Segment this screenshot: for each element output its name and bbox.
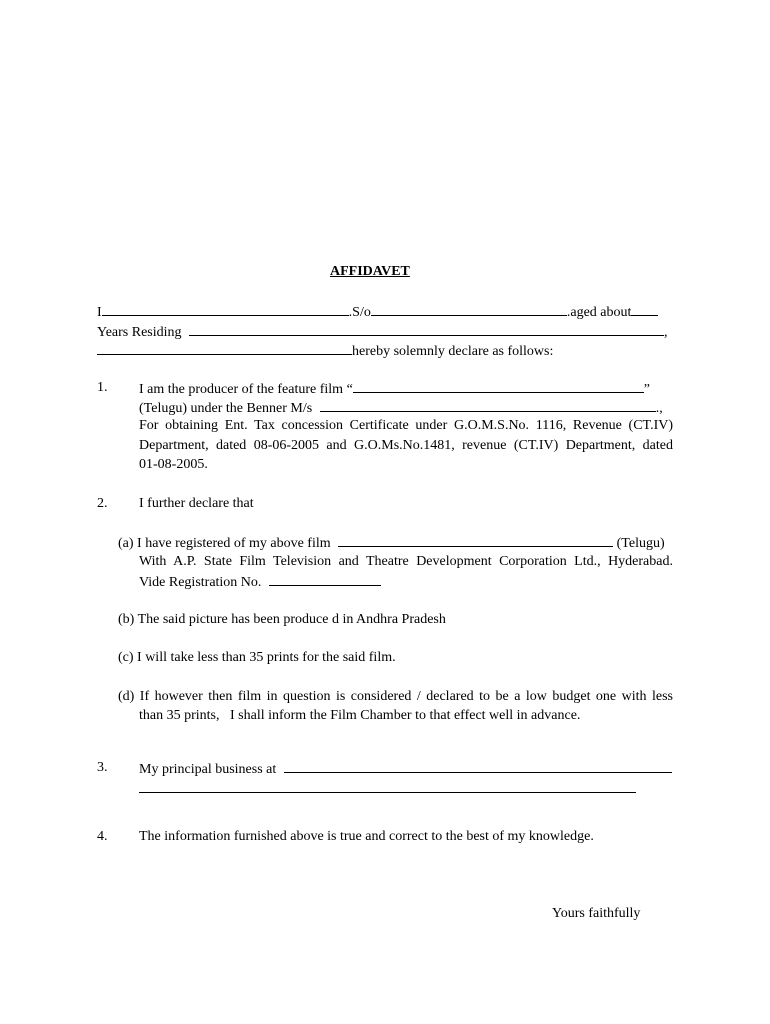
intro-years-residing: Years Residing bbox=[97, 325, 182, 340]
business-address-blank-2 bbox=[139, 780, 636, 793]
item-1-line-2 bbox=[139, 399, 663, 417]
registered-film-blank bbox=[338, 534, 613, 547]
item-1-line-3: For obtaining Ent. Tax concession Certificate under G.O.M.S.No. 1116, Revenue (CT.IV) bbox=[139, 418, 673, 433]
item-3-number: 3. bbox=[97, 760, 108, 775]
item-1-close-quote: ” bbox=[643, 382, 651, 397]
intro-i: I bbox=[97, 305, 102, 320]
intro-line-1 bbox=[97, 303, 658, 321]
father-name-blank bbox=[371, 303, 567, 316]
film-title-blank bbox=[353, 380, 644, 393]
item-1-number: 1. bbox=[97, 380, 108, 395]
item-2a-registration-label: Vide Registration No. bbox=[139, 575, 262, 590]
item-3-label: My principal business at bbox=[139, 762, 277, 777]
intro-line-2 bbox=[97, 323, 668, 341]
intro-so: .S/o bbox=[348, 305, 371, 320]
banner-blank bbox=[320, 399, 656, 412]
item-4-text: The information furnished above is true and correct to the best of my knowledge. bbox=[139, 829, 594, 844]
registration-number-blank bbox=[269, 573, 381, 586]
residence-blank-2 bbox=[97, 342, 352, 355]
name-blank bbox=[102, 303, 349, 316]
item-3-line-1 bbox=[139, 760, 672, 778]
item-2-text: I further declare that bbox=[139, 496, 254, 511]
document-title: AFFIDAVET bbox=[330, 264, 410, 279]
closing-yours-faithfully: Yours faithfully bbox=[552, 906, 641, 921]
item-3-line-2 bbox=[139, 780, 636, 798]
item-1-film-label: I am the producer of the feature film “ bbox=[139, 382, 353, 397]
item-1-banner-end: ., bbox=[655, 401, 663, 416]
item-1-line-5: 01-08-2005. bbox=[139, 457, 208, 472]
intro-declare: hereby solemnly declare as follows: bbox=[352, 344, 554, 359]
item-1-line-1 bbox=[139, 380, 650, 398]
item-2d-line-1: (d) If however then film in question is considered / declared to be a low budget one with less bbox=[118, 689, 673, 704]
residence-blank bbox=[189, 323, 664, 336]
item-2a-line-3 bbox=[139, 573, 381, 591]
item-2c: (c) I will take less than 35 prints for the said film. bbox=[118, 650, 396, 665]
item-2-number: 2. bbox=[97, 496, 108, 511]
intro-line-3 bbox=[97, 342, 553, 360]
age-blank bbox=[631, 303, 658, 316]
item-2a-telugu: (Telugu) bbox=[616, 536, 665, 551]
item-2a-line-2: With A.P. State Film Television and Theatre Development Corporation Ltd., Hyderabad. bbox=[139, 554, 673, 569]
item-2a-label: (a) I have registered of my above film bbox=[118, 536, 331, 551]
item-2a-line-1 bbox=[118, 534, 665, 552]
item-2b: (b) The said picture has been produce d in Andhra Pradesh bbox=[118, 612, 446, 627]
item-1-banner-label: (Telugu) under the Benner M/s bbox=[139, 401, 313, 416]
item-2d-line-2: than 35 prints, I shall inform the Film Chamber to that effect well in advance. bbox=[139, 708, 581, 723]
intro-comma: , bbox=[664, 325, 668, 340]
item-4-number: 4. bbox=[97, 829, 108, 844]
business-address-blank bbox=[284, 760, 672, 773]
intro-aged: .aged about bbox=[566, 305, 632, 320]
item-1-line-4: Department, dated 08-06-2005 and G.O.Ms.No.1481, revenue (CT.IV) Department, dated bbox=[139, 438, 673, 453]
